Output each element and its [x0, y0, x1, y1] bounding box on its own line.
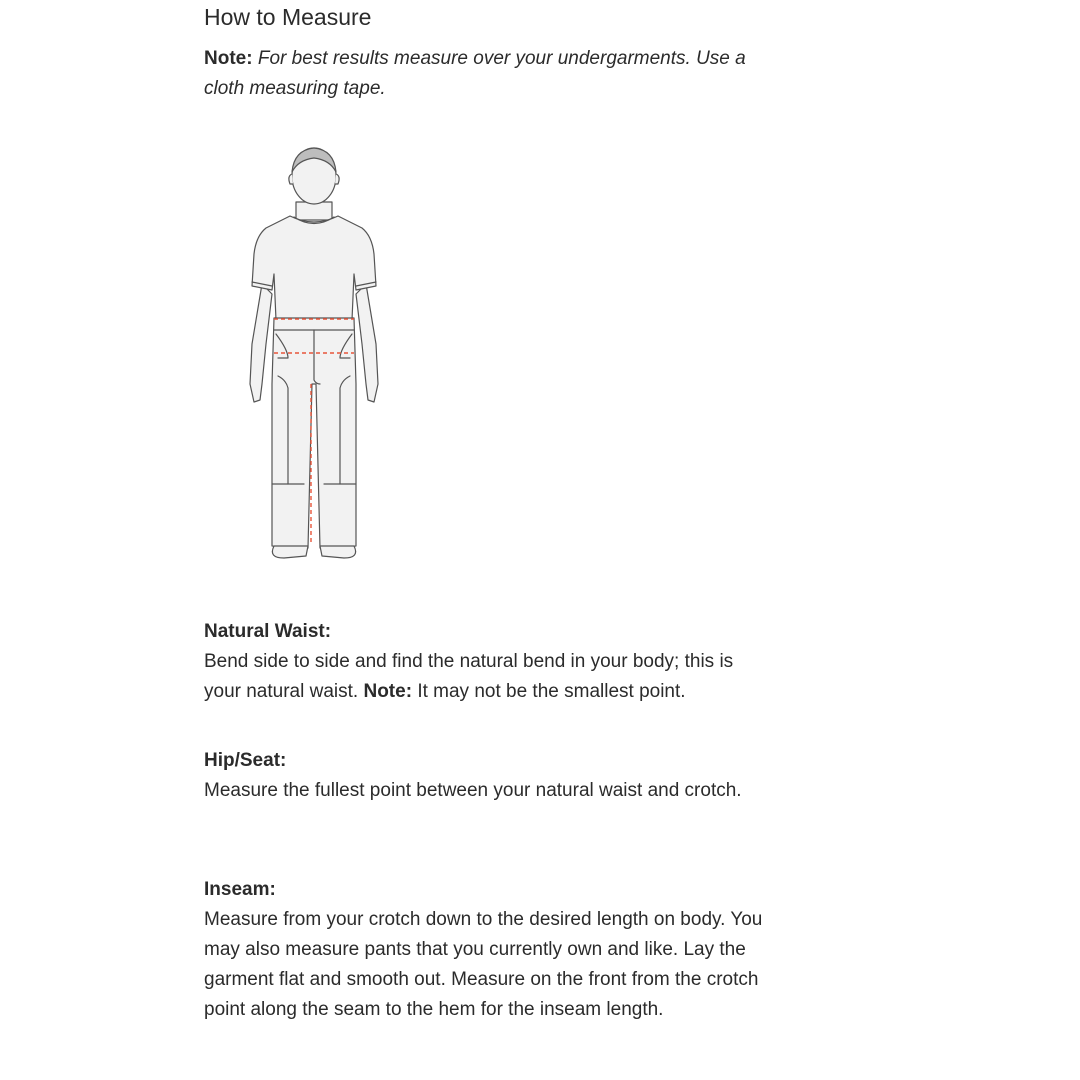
measuring-note — [204, 44, 764, 104]
inseam-text: Measure from your crotch down to the desired length on body. You may also measure pants that you currently own and like. Lay the garment flat and smooth out. Measure on the front from the crotch point along the seam to the hem for the inseam length. — [204, 909, 763, 1020]
inseam-heading: Inseam: — [204, 879, 276, 900]
page-title: How to Measure — [204, 4, 372, 30]
hip-seat-section — [204, 746, 764, 806]
inseam-section — [204, 875, 764, 1025]
person-measuring-figure-icon — [244, 144, 414, 564]
hip-seat-text: Measure the fullest point between your natural waist and crotch. — [204, 780, 742, 801]
natural-waist-note-label: Note: — [363, 681, 413, 702]
note-label: Note: — [204, 48, 253, 69]
natural-waist-note-text: It may not be the smallest point. — [417, 681, 686, 702]
natural-waist-section — [204, 617, 764, 707]
natural-waist-text — [204, 647, 764, 707]
natural-waist-heading: Natural Waist: — [204, 621, 332, 642]
natural-waist-text-main: Bend side to side and find the natural bend in your body; this is your natural waist. — [204, 651, 734, 702]
note-text: For best results measure over your undergarments. Use a cloth measuring tape. — [204, 48, 746, 99]
hip-seat-heading: Hip/Seat: — [204, 750, 287, 771]
